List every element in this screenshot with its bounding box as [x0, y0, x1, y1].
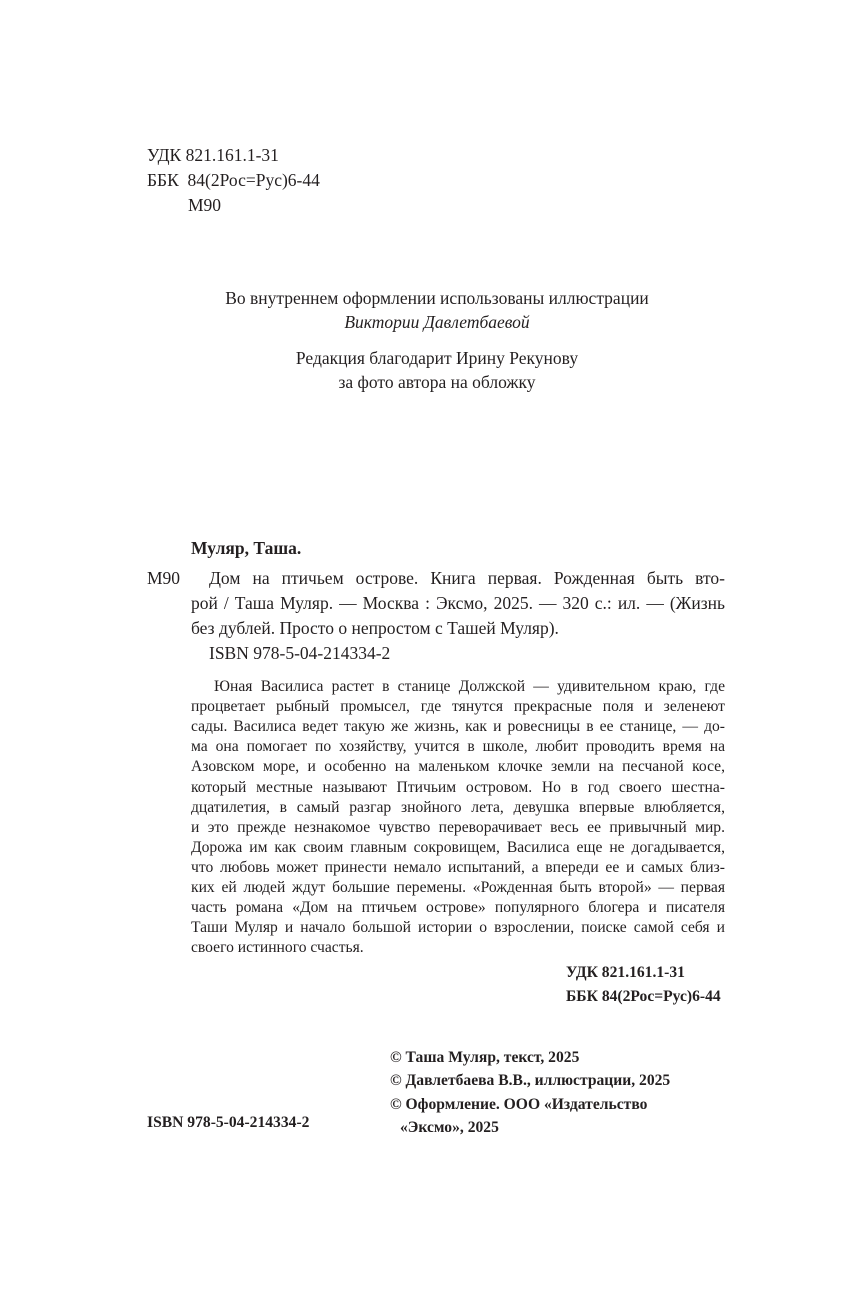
record-code: М90 — [147, 568, 181, 588]
abstract-line: Дорожа им как своим главным сокровищем, Василиса еще не догадывается, — [191, 838, 725, 856]
abstract-line: процветает рыбный промысел, где тянутся прекрасные поля и зеленеют — [191, 698, 725, 716]
abstract-line: который местные называют Птичьим островом. Но в год своего шестна- — [191, 778, 725, 796]
author-heading: Муляр, Таша. — [191, 538, 302, 558]
footer-udk: УДК 821.161.1-31 — [566, 964, 685, 981]
illustrations-credit: Во внутреннем оформлении использованы иллюстрации — [225, 288, 649, 308]
author-mark: М90 — [188, 195, 222, 215]
abstract-line: своего истинного счастья. — [191, 939, 364, 957]
abstract-line: и это прежде незнакомое чувство переворачивает весь ее привычный мир. — [191, 818, 725, 836]
photo-credit-line2: за фото автора на обложку — [338, 372, 536, 392]
footer-bbk: ББК 84(2Рос=Рус)6-44 — [566, 988, 721, 1005]
abstract-line: Азовском море, и особенно на маленьком клочке земли на песчаной косе, — [191, 758, 725, 776]
abstract-line: Таши Муляр и начало большой истории о взрослении, поиске самой себя и — [191, 919, 725, 937]
record-line: без дублей. Просто о непростом с Ташей Муляр). — [191, 618, 559, 638]
abstract-line: Юная Василиса растет в станице Должской — удивительном краю, где — [214, 678, 725, 695]
record-line: Дом на птичьем острове. Книга первая. Рожденная быть вто- — [209, 568, 725, 588]
photo-credit: Редакция благодарит Ирину Рекунову — [295, 348, 579, 368]
copyright-line: © Давлетбаева В.В., иллюстрации, 2025 — [390, 1072, 671, 1089]
bbk-code: ББК 84(2Рос=Рус)6-44 — [147, 170, 320, 190]
abstract-line: сады. Василиса ведет такую же жизнь, как и ровесницы в ее станице, — до- — [191, 718, 725, 736]
isbn-bottom: ISBN 978-5-04-214334-2 — [147, 1114, 310, 1131]
copyright-line: © Таша Муляр, текст, 2025 — [390, 1049, 580, 1066]
record-isbn: ISBN 978-5-04-214334-2 — [209, 643, 391, 663]
abstract-line: часть романа «Дом на птичьем острове» популярного блогера и писателя — [191, 899, 725, 917]
illustrator-name: Виктории Давлетбаевой — [344, 312, 530, 332]
copyright-line: «Эксмо», 2025 — [400, 1119, 499, 1136]
abstract-line: ма она помогает по хозяйству, учится в школе, любит проводить время на — [191, 738, 725, 756]
abstract-line: что любовь может принести немало испытаний, а впереди ее и самых близ- — [191, 858, 725, 876]
abstract-line: ких ей людей ждут большие перемены. «Рожденная быть второй» — первая — [191, 879, 725, 896]
abstract-line: дцатилетия, в самый разгар знойного лета, девушка впервые влюбляется, — [191, 798, 725, 816]
record-line: рой / Таша Муляр. — Москва : Эксмо, 2025. — 320 с.: ил. — (Жизнь — [191, 593, 725, 613]
copyright-line: © Оформление. ООО «Издательство — [390, 1096, 648, 1113]
udk-code: УДК 821.161.1-31 — [147, 145, 279, 165]
